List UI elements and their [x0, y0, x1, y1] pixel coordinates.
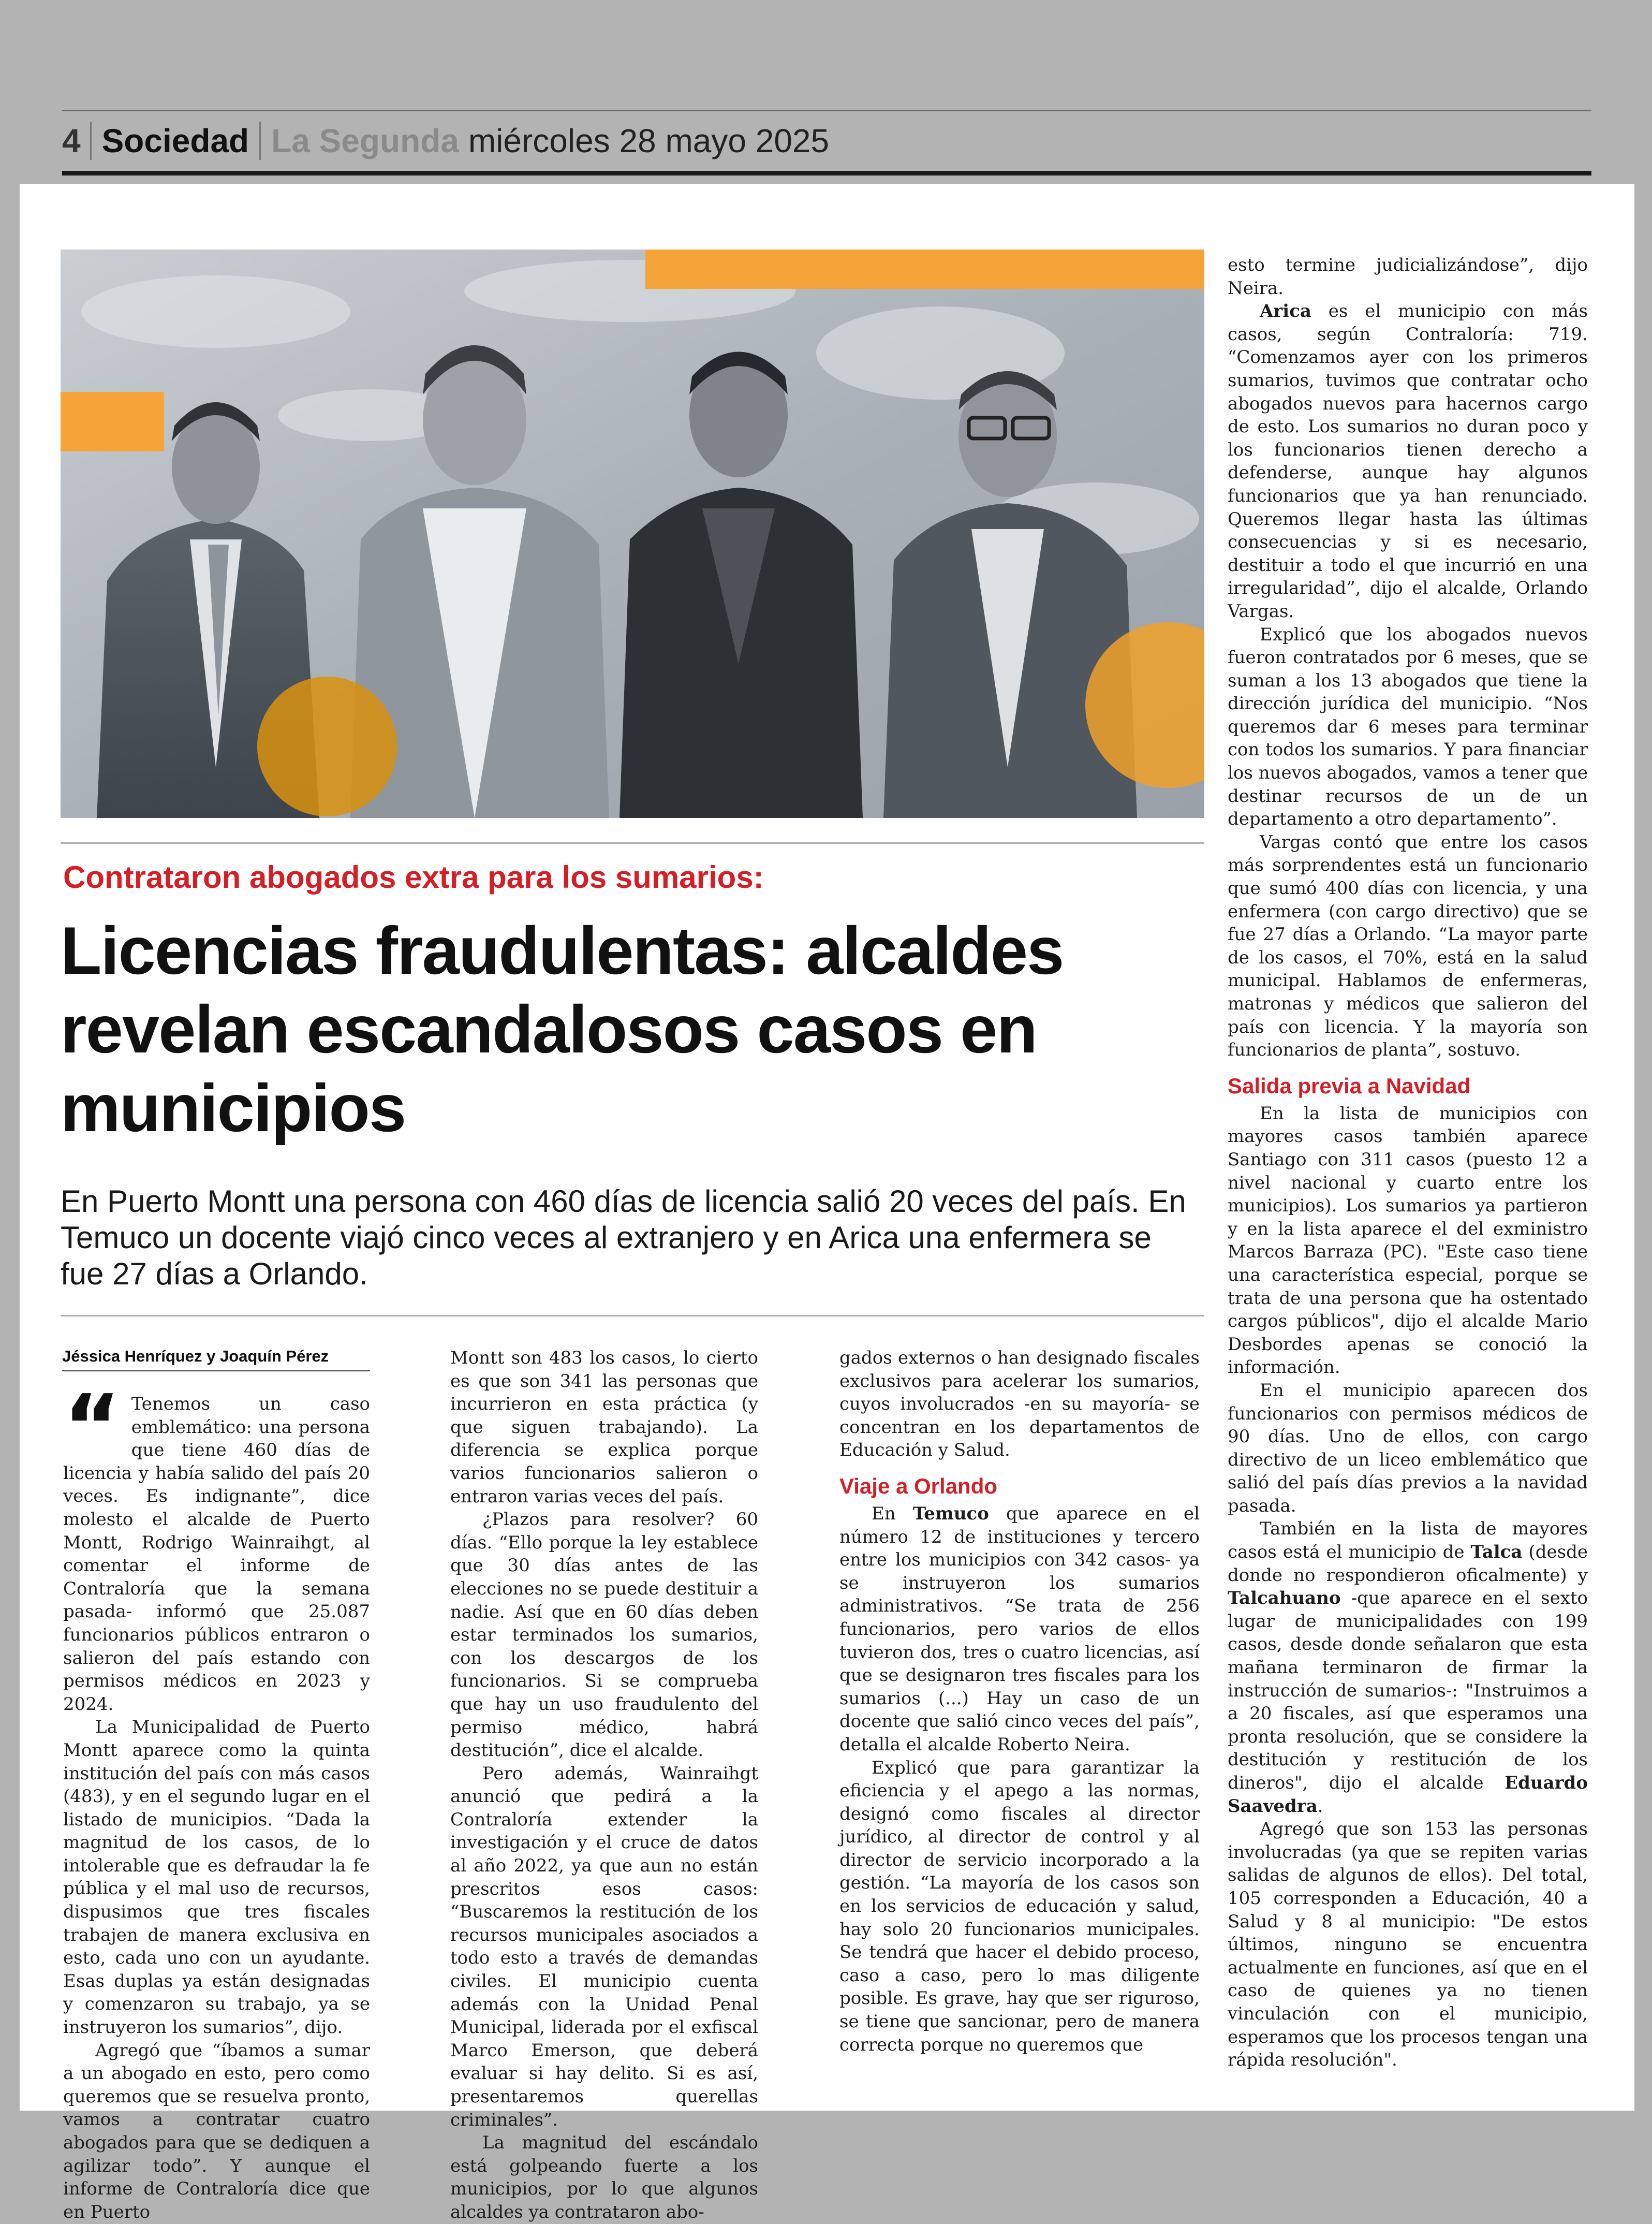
- col4-paragraph: En el municipio aparecen dos funcionarios con permisos médicos de 90 días. Uno de ellos, con cargo directivo de un liceo emblemático que salió del país días previos a la navidad pasada.: [1228, 1380, 1588, 1516]
- subhead-salida-navidad: Salida previa a Navidad: [1228, 1073, 1471, 1098]
- col4-paragraph: esto termine judicializándose”, dijo Neira.: [1228, 255, 1588, 299]
- column-1: [63, 1376, 370, 2223]
- orange-band-left: [61, 392, 164, 451]
- section-name: Sociedad: [92, 122, 261, 160]
- col4-paragraph: Explicó que los abogados nuevos fueron contratados por 6 meses, que se suman a los 13 abogados que tiene la dirección jurídica del municipio. “Nos queremos dar 6 meses para terminar con todos los sumarios. Y para financiar los nuevos abogados, vamos a tener que destinar recursos de un de un departamento a otro departamento”.: [1228, 624, 1588, 830]
- deck: En Puerto Montt una persona con 460 días de licencia salió 20 veces del país. En Temuco un docente viajó cinco veces al extranjero y en Arica una enfermera se fue 27 días a Orlando.: [61, 1184, 1186, 1291]
- col1-paragraph: La Municipalidad de Puerto Montt aparece como la quinta institución del país con más casos (483), y en el segundo lugar en el listado de municipios. “Dada la magnitud de los casos, de lo intolerable que es defraudar la fe pública y el mal uso de recursos, dispusimos que tres fiscales trabajen de manera exclusiva en esto, cada uno con un ayudante. Esas duplas ya están designadas y comenzaron su trabajo, ya se instruyeron los sumarios”, dijo.: [63, 1717, 370, 2038]
- col1-paragraph: “ Tenemos un caso emblemático: una persona que tiene 460 días de licencia y había salido del país 20 veces. Es indignante”, dice molesto el alcalde de Puerto Montt, Rodrigo Wainraihgt, al comentar el informe de Contraloría que la semana pasada- informó que 25.087 funcionarios públicos entraron o salieron del país estando con permisos médicos en 2023 y 2024.: [63, 1376, 370, 1715]
- issue-date: miércoles 28 mayo 2025: [468, 122, 830, 159]
- page-number: 4: [62, 122, 92, 160]
- col3-paragraph: En Temuco que aparece en el número 12 de instituciones y tercero entre los municipios con 342 casos- ya se instruyeron los sumarios administrativos. “Se trata de 256 funcionarios, pero varios de ellos tuvieron dos, tres o cuatro licencias, así que se designaron tres fiscales para los sumarios (...) Hay un caso de un docente que salió cinco veces del país”, detalla el alcalde Roberto Neira.: [839, 1503, 1200, 1755]
- orange-circle-left: [257, 677, 397, 816]
- masthead-top-rule: [62, 110, 1591, 111]
- col4-paragraph: Agregó que son 153 las personas involucradas (ya que se repiten varias salidas de algunos de ellos). Del total, 105 corresponden a Educación, 40 a Salud y 8 al municipio: "De estos últimos, ninguno se encuentra actualmente en funciones, así que en el caso de quienes ya no tienen vinculación con el municipio, esperamos que los procesos tengan una rápida resolución".: [1228, 1819, 1588, 2071]
- orange-band-top: [645, 250, 1204, 289]
- kicker: Contrataron abogados extra para los sumarios:: [63, 860, 764, 895]
- column-4: [1228, 254, 1588, 2072]
- masthead-bottom-rule: [62, 171, 1591, 175]
- col2-paragraph: Pero además, Wainraihgt anunció que pedirá a la Contraloría extender la investigación y el cruce de datos al año 2022, ya que aun no están prescritos esos casos: “Buscaremos la restitución de los recursos municipales asociados a todo esto a través de demandas civiles. El municipio cuenta además con la Unidad Penal Municipal, liderada por el exfiscal Marco Emerson, que deberá evaluar si hay delito. Si es así, presentaremos querellas criminales”.: [450, 1763, 758, 2130]
- headline: Licencias fraudulentas: alcaldes revelan escandalosos casos en municipios: [61, 913, 1064, 1146]
- col2-paragraph: Montt son 483 los casos, lo cierto es que son 341 las personas que incurrieron en esta práctica (y que siguen trabajando). La diferencia se explica porque varios funcionarios salieron o entraron varias veces del país.: [450, 1348, 758, 1507]
- paper-name: La Segunda: [271, 122, 459, 159]
- column-2: [450, 1347, 758, 2224]
- masthead-row: [62, 120, 829, 162]
- deck-rule: [61, 1315, 1204, 1316]
- col4-paragraph: En la lista de municipios con mayores casos también aparece Santiago con 311 casos (puesto 12 a nivel nacional y cuarto entre los municipios). Los sumarios ya partieron y en la lista aparece el del exministro Marcos Barraza (PC). "Este caso tiene una característica especial, porque se trata de una persona que ha ostentado cargos públicos", dijo el alcalde Mario Desbordes apenas se conoció la información.: [1228, 1103, 1588, 1378]
- byline-rule: [62, 1370, 370, 1371]
- alcaldes-photo: [61, 250, 1204, 818]
- col3-paragraph: Explicó que para garantizar la eficiencia y el apego a las normas, designó como fiscales al director jurídico, al director de control y al director de servicio incorporado a la gestión. “La mayoría de los casos son en los servicios de educación y salud, hay solo 20 funcionarios municipales. Se tendrá que hacer el debido proceso, caso a caso, pero lo mas diligente posible. Es grave, hay que ser riguroso, se tiene que sancionar, pero de manera correcta porque no queremos que: [839, 1757, 1200, 2055]
- photo-rule: [61, 842, 1204, 844]
- subhead-viaje-orlando: Viaje a Orlando: [839, 1473, 998, 1498]
- byline: Jéssica Henríquez y Joaquín Pérez: [62, 1347, 329, 1365]
- col1-paragraph: Agregó que “íbamos a sumar a un abogado en esto, pero como queremos que se resuelva pronto, vamos a contratar cuatro abogados para que se dediquen a agilizar todo”. Y aunque el informe de Contraloría dice que en Puerto: [63, 2040, 370, 2222]
- article-photo: [61, 250, 1204, 818]
- column-3: [839, 1347, 1200, 2056]
- col4-paragraph: Vargas contó que entre los casos más sorprendentes está un funcionario que sumó 400 días con licencia, y una enfermera (con cargo directivo) que se fue 27 días a Orlando. “La mayor parte de los casos, el 70%, está en la salud municipal. Hablamos de enfermeras, matronas y médicos que salieron del país con licencia. Y la mayoría son funcionarios de planta”, sostuvo.: [1228, 831, 1588, 1061]
- col2-paragraph: La magnitud del escándalo está golpeando fuerte a los municipios, por lo que algunos alcaldes ya contrataron abo-: [450, 2132, 758, 2222]
- col4-paragraph: Arica es el municipio con más casos, según Contraloría: 719. “Comenzamos ayer con los primeros sumarios, tuvimos que contratar ocho abogados nuevos para hacernos cargo de esto. Los sumarios no duran poco y los funcionarios tienen derecho a defenderse, aunque hay algunos funcionarios que ya han renunciado. Queremos llegar hasta las últimas consecuencias y si es necesario, destituir a todo el que incurrió en una irregularidad”, dijo el alcalde, Orlando Vargas.: [1228, 301, 1588, 622]
- col4-paragraph: También en la lista de mayores casos está el municipio de Talca (desde donde no respondieron oficalmente) y Talcahuano -que aparece en el sexto lugar de municipalidades con 199 casos, desde donde señalaron que esta mañana terminaron de firmar la instrucción de sumarios-: "Instruimos a a 20 fiscales, así que esperamos una pronta resolución, que se considere la destitución y restitución de los dineros", dijo el alcalde Eduardo Saavedra.: [1228, 1518, 1588, 1817]
- quote-mark-icon: “: [63, 1376, 121, 1479]
- masthead: [62, 110, 1591, 176]
- col3-paragraph: gados externos o han designado fiscales exclusivos para acelerar los sumarios, cuyos involucrados -en su mayoría- se concentran en los departamentos de Educación y Salud.: [839, 1348, 1200, 1461]
- col2-paragraph: ¿Plazos para resolver? 60 días. “Ello porque la ley establece que 30 días antes de las elecciones no se puede destituir a nadie. Así que en 60 días deben estar terminados los sumarios, con los descargos de los funcionarios. Si se comprueba que hay un uso fraudulento del permiso médico, habrá destitución”, dice el alcalde.: [450, 1509, 758, 1761]
